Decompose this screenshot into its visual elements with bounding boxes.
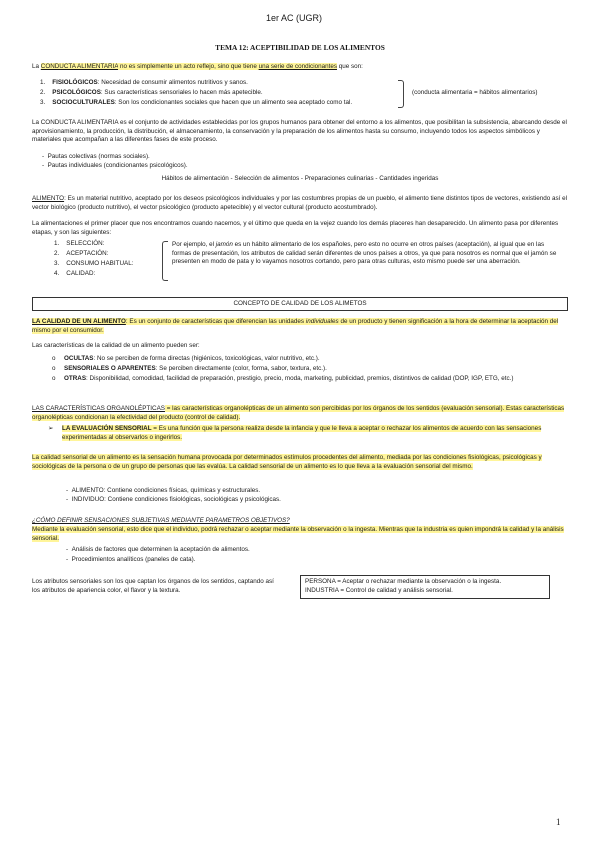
arrow-bullet-icon: ➢ xyxy=(48,425,54,432)
analysis-item: - Análisis de factores que determinen la aceptación de alimentos. xyxy=(66,546,250,553)
calidad-term: LA CALIDAD DE UN ALIMENTO xyxy=(32,318,126,325)
pauta-item: - Pautas individuales (condicionantes psicológicos). xyxy=(42,162,188,169)
calidad-item: o OTRAS: Disponibilidad, comodidad, facilidad de preparación, prestigio, precio, moda, marketing, publicidad, premios, distintivos de calidad (DOP, IGP, ETG, etc.) xyxy=(52,375,514,382)
section-heading-box: CONCEPTO DE CALIDAD DE LOS ALIMETOS xyxy=(32,297,568,311)
conducta-term: CONDUCTA ALIMENTARIA xyxy=(40,63,119,70)
calidad-definition: LA CALIDAD DE UN ALIMENTO: Es un conjunto de características que diferencian las unidades individuales de un producto y tienen significación a la hora de determinar la aceptación del mismo por el consumidor. xyxy=(32,318,559,334)
condition-item: 3. SOCIOCULTURALES: Son los condicionantes sociales que hacen que un alimento sea aceptado como tal. xyxy=(40,99,353,106)
question-answer: Mediante la evaluación sensorial, esto dice que el individuo, podrá rechazar o aceptar mediante la observación o la ingesta. Mientras que la industria es quien impondrá la calidad y la análisis sensorial. xyxy=(32,526,564,542)
running-header: 1er AC (UGR) xyxy=(266,13,323,23)
stages-intro: La alimentaciones el primer placer que nos encontramos cuando nacemos, y el último que queda en la vejez cuando los demás placeres han desaparecido. Un alimento pasa por diferentes etapas, y son las siguientes: xyxy=(32,220,559,236)
condition-item: 1. FISIOLÓGICOS: Necesidad de consumir alimentos nutritivos y sanos. xyxy=(40,79,248,86)
analysis-item: - Procedimientos analíticos (paneles de cata). xyxy=(66,556,196,563)
stage-item: 1. SELECCIÓN: xyxy=(54,240,105,247)
evaluacion-item: ➢ LA EVALUACIÓN SENSORIAL = Es una función que la persona realiza desde la infancia y que le lleva a aceptar o rechazar los alimentos de acuerdo con las sensaciones experimentadas al observarlos o ingerirlos. xyxy=(48,425,542,441)
bullet-circle-icon: o xyxy=(52,365,56,372)
conducta-definition: La CONDUCTA ALIMENTARIA es el conjunto de actividades establecidas por los grupos humanos para obtener del entorno a los alimentos, que posibilitan la subsistencia, abarcando desde el aprovisionamiento, la producción, la distribución, el almacenamiento, la conservación y la preparación de los alimentos hasta su consumo, incluyendo todos los aspectos simbólicos y materiales que acompañan a las diferentes fases de este proceso. xyxy=(32,119,567,144)
bullet-circle-icon: o xyxy=(52,355,56,362)
calidad-subtitle: Las características de la calidad de un alimento pueden ser: xyxy=(32,342,200,349)
stages-example: Por ejemplo, el jamón es un hábito alimentario de los españoles, pero esto no ocurre en otros países (aceptación), al igual que en las formas de presentación, los atributos de calidad serán diferentes de unos países a otros, ya que para nosotros es normal que el jamón se presenten en modo de pata y lo vayamos nosotros cortando, pero para otras culturas, esto mismo puede ser una aberración. xyxy=(172,241,557,266)
intro-paragraph: La CONDUCTA ALIMENTARIA no es simplemente un acto reflejo, sino que tiene una serie de condicionantes que son: xyxy=(32,63,363,70)
question-heading: ¿CÓMO DEFINIR SENSACIONES SUBJETIVAS MEDIANTE PARAMETROS OBJETIVOS? xyxy=(32,517,290,524)
atributos-paragraph: Los atributos sensoriales son los que captan los órganos de los sentidos, captando así los atributos de apariencia color, el flavor y la textura. xyxy=(32,578,274,594)
calidad-item: o SENSORIALES O APARENTES: Se perciben directamente (color, forma, sabor, textura, etc.). xyxy=(52,365,327,372)
sensorial-item: - ALIMENTO: Contiene condiciones físicas, químicas y estructurales. xyxy=(66,487,261,494)
bullet-circle-icon: o xyxy=(52,375,56,382)
stage-item: 2. ACEPTACIÓN: xyxy=(54,250,109,257)
pauta-item: - Pautas colectivas (normas sociales). xyxy=(42,153,150,160)
organolepticas-term: LAS CARACTERÍSTICAS ORGANOLÉPTICAS xyxy=(32,405,165,412)
conditions-brace xyxy=(398,80,404,108)
stages-brace xyxy=(162,241,168,281)
stage-item: 4. CALIDAD: xyxy=(54,270,96,277)
sensorial-paragraph: La calidad sensorial de un alimento es la sensación humana provocada por determinados estímulos procedentes del alimento, mediada por las condiciones fisiológicas, psicológicas y sociológicas de la persona o de un grupo de personas que las evalúa. La calidad sensorial de un alimento es lo que lleva a la evaluación sensorial del mismo. xyxy=(32,454,542,470)
organolepticas-paragraph: LAS CARACTERÍSTICAS ORGANOLÉPTICAS = las características organolépticas de un alimento son percibidas por los órganos de los sentidos (evaluación sensorial). Estas características organolépticas condicionan la efectividad del producto (control de calidad). xyxy=(32,405,565,421)
calidad-item: o OCULTAS: No se perciben de forma directas (higiénicos, toxicológicas, valor nutritivo, etc.). xyxy=(52,355,320,362)
stage-item: 3. CONSUMO HABITUAL: xyxy=(54,260,134,267)
condition-item: 2. PSICOLÓGICOS: Sus características sensoriales lo hacen más apetecible. xyxy=(40,89,263,96)
conditions-note: (conducta alimentaria = hábitos alimentarios) xyxy=(412,89,538,96)
page-number: 1 xyxy=(556,817,561,827)
sensorial-item: - INDIVIDUO: Contiene condiciones fisiológicas, sociológicas y psicológicas. xyxy=(66,496,281,503)
alimento-definition: ALIMENTO: Es un material nutritivo, aceptado por los deseos psicológicos individuales y por las costumbres propias de un pueblo, el alimento tiene distintos tipos de vectores, existiendo así el vector biológico (producto nutritivo), el vector psicológico (producto apetecible) y el vector cultural (producto acostumbrado). xyxy=(32,195,568,211)
page-title: TEMA 12: ACEPTIBILIDAD DE LOS ALIMENTOS xyxy=(215,43,385,52)
habits-flow: Hábitos de alimentación - Selección de alimentos - Preparaciones culinarias - Cantidades ingeridas xyxy=(161,175,439,182)
alimento-term: ALIMENTO xyxy=(32,195,65,202)
persona-industria-box: PERSONA = Aceptar o rechazar mediante la observación o la ingesta. INDUSTRIA = Control de calidad y análisis sensorial. xyxy=(300,575,550,599)
